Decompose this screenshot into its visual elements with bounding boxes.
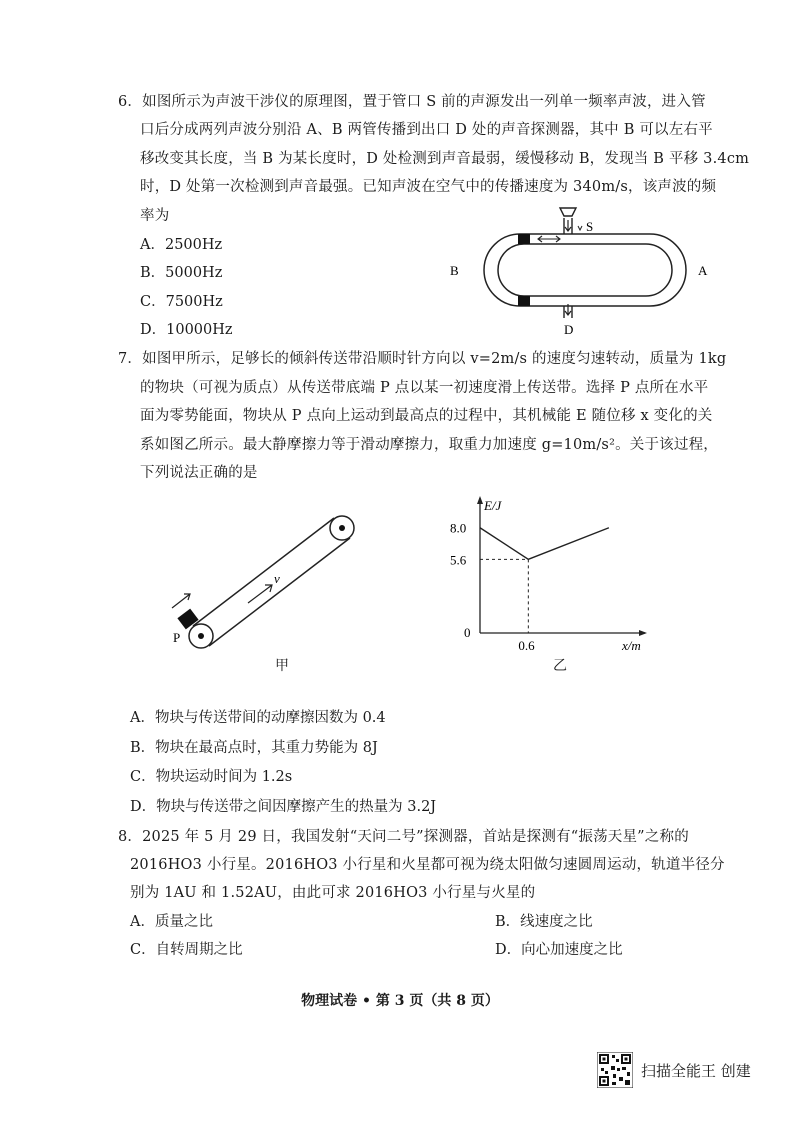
q6-line-5: 率为: [140, 208, 170, 224]
camscanner-label: 扫描全能王 创建: [641, 1062, 751, 1080]
q6-line-2: 口后分成两列声波分别沿 A、B 两管传播到出口 D 处的声音探测器，其中 B 可以左右平: [140, 122, 713, 138]
q6-option-d: D．10000Hz: [140, 322, 233, 338]
interferometer-figure: [440, 200, 720, 340]
q8-option-b: B．线速度之比: [495, 914, 593, 930]
label-p: P: [173, 630, 181, 645]
q8-option-a: A．质量之比: [130, 914, 213, 930]
y-axis-arrow-icon: [477, 496, 483, 504]
block: [177, 609, 198, 630]
q6-line-1: 6．如图所示为声波干涉仪的原理图，置于管口 S 前的声源发出一列单一频率声波，进入管: [118, 94, 706, 110]
caption-jia: 甲: [275, 658, 289, 674]
conveyor-figure: [160, 505, 370, 675]
x-axis-label: x/m: [622, 638, 641, 653]
q8-line-1: 8．2025 年 5 月 29 日，我国发射“天问二号”探测器，首站是探测有“振荡天星”之称的: [118, 829, 689, 845]
block-arrow-icon: [172, 594, 190, 608]
energy-line: [480, 528, 609, 560]
slide-joint-bottom: [518, 296, 530, 306]
q8-option-d: D．向心加速度之比: [495, 942, 623, 958]
page-footer: 物理试卷 • 第 3 页（共 8 页）: [301, 993, 499, 1009]
q6-option-b: B．5000Hz: [140, 265, 223, 281]
q7-line-5: 下列说法正确的是: [140, 465, 258, 481]
q6-option-c: C．7500Hz: [140, 294, 223, 310]
q7-option-a: A．物块与传送带间的动摩擦因数为 0.4: [130, 710, 386, 726]
q6-line-3: 移改变其长度，当 B 为某长度时，D 处检测到声音最弱，缓慢移动 B，发现当 B 平移 3.4cm: [140, 151, 750, 167]
q7-line-4: 系如图乙所示。最大静摩擦力等于滑动摩擦力，取重力加速度 g=10m/s²。关于该过程，: [140, 437, 718, 453]
label-b: B: [450, 263, 459, 278]
q7-option-b: B．物块在最高点时，其重力势能为 8J: [130, 740, 378, 756]
x-axis-arrow-icon: [639, 630, 647, 636]
label-d: D: [564, 322, 574, 337]
label-s: S: [586, 219, 594, 234]
conveyor-belt: [189, 516, 354, 648]
outer-pipe: [484, 234, 686, 306]
inner-pipe: [498, 244, 672, 296]
q8-line-2: 2016HO3 小行星。2016HO3 小行星和火星都可视为绕太阳做匀速圆周运动，轨道半径分: [130, 857, 725, 873]
q6-line-4: 时，D 处第一次检测到声音最强。已知声波在空气中的传播速度为 340m/s，该声波的频: [140, 179, 717, 195]
tick-label-5-6: 5.6: [450, 552, 467, 568]
energy-chart: [440, 490, 660, 660]
q7-line-2: 的物块（可视为质点）从传送带底端 P 点以某一初速度滑上传送带。选择 P 点所在水平: [140, 380, 709, 396]
slide-arrow-icon: [538, 236, 560, 242]
speaker-icon: [560, 208, 576, 216]
q8-option-c: C．自转周期之比: [130, 942, 243, 958]
q8-line-3: 别为 1AU 和 1.52AU，由此可求 2016HO3 小行星与火星的: [130, 885, 536, 901]
slide-joint-top: [518, 234, 530, 244]
tick-label-8: 8.0: [450, 520, 467, 536]
qr-code-icon: [597, 1052, 633, 1088]
q7-option-c: C．物块运动时间为 1.2s: [130, 769, 293, 785]
label-a: A: [698, 263, 708, 278]
camscanner-watermark: [597, 1052, 777, 1088]
tick-label-0-6: 0.6: [518, 638, 535, 653]
label-v: v: [274, 571, 280, 586]
origin-label: 0: [464, 625, 471, 640]
caption-yi: 乙: [553, 658, 567, 674]
q7-line-1: 7．如图甲所示，足够长的倾斜传送带沿顺时针方向以 v=2m/s 的速度匀速转动，质量为 1kg: [118, 351, 727, 367]
y-axis-label: E/J: [484, 498, 502, 513]
q7-option-d: D．物块与传送带之间因摩擦产生的热量为 3.2J: [130, 799, 437, 815]
q6-option-a: A．2500Hz: [140, 237, 223, 253]
q7-line-3: 面为零势能面，物块从 P 点向上运动到最高点的过程中，其机械能 E 随位移 x 变化的关: [140, 408, 713, 424]
